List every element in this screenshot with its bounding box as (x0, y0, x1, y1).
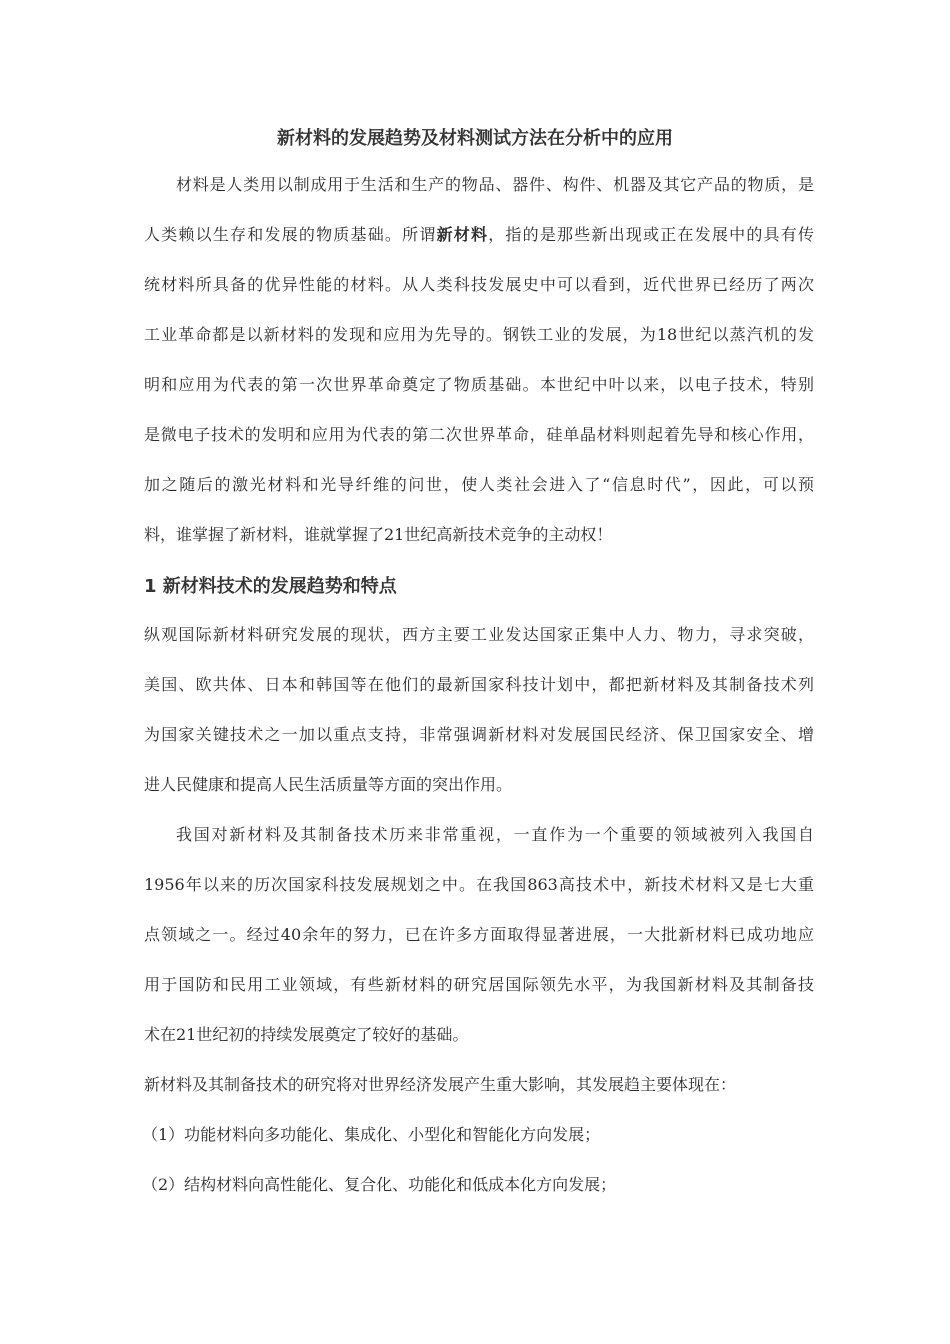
paragraph-line: 美国、欧共体、日本和韩国等在他们的最新国家科技计划中，都把新材料及其制备技术列 (144, 675, 814, 694)
paragraph-line: 新材料及其制备技术的研究将对世界经济发展产生重大影响，其发展趋主要体现在： (144, 1075, 737, 1094)
paragraph-line: 1956年以来的历次国家科技发展规划之中。在我国863高技术中，新技术材料又是七大重 (144, 875, 814, 894)
list-item: （2）结构材料向高性能化、复合化、功能化和低成本化方向发展； (142, 1175, 617, 1194)
list-item: （1）功能材料向多功能化、集成化、小型化和智能化方向发展； (142, 1125, 601, 1144)
text-span: 人类赖以生存和发展的物质基础。所谓 (144, 225, 437, 244)
paragraph-line: 工业革命都是以新材料的发现和应用为先导的。钢铁工业的发展，为18世纪以蒸汽机的发 (144, 325, 814, 344)
bold-term: 新材料 (436, 225, 489, 244)
paragraph-line: 为国家关键技术之一加以重点支持，非常强调新材料对发展国民经济、保卫国家安全、增 (144, 725, 814, 744)
paragraph-line: 进人民健康和提高人民生活质量等方面的突出作用。 (144, 775, 513, 794)
paragraph-line: 术在21世纪初的持续发展奠定了较好的基础。 (144, 1025, 469, 1044)
paragraph-line: 用于国防和民用工业领域，有些新材料的研究居国际领先水平，为我国新材料及其制备技 (144, 975, 814, 994)
text-span: ，指的是那些新出现或正在发展中的具有传 (488, 225, 814, 244)
paragraph-line: 我国对新材料及其制备技术历来非常重视，一直作为一个重要的领域被列入我国自 (176, 825, 814, 844)
paragraph-line: 明和应用为代表的第一次世界革命奠定了物质基础。本世纪中叶以来，以电子技术，特别 (144, 375, 814, 394)
paragraph-line: 料，谁掌握了新材料，谁就掌握了21世纪高新技术竞争的主动权！ (144, 525, 613, 544)
paragraph-line (144, 224, 814, 246)
paragraph-line: 是微电子技术的发明和应用为代表的第二次世界革命，硅单晶材料则起着先导和核心作用， (144, 425, 814, 444)
document-title: 新材料的发展趋势及材料测试方法在分析中的应用 (277, 128, 673, 149)
paragraph-line: 纵观国际新材料研究发展的现状，西方主要工业发达国家正集中人力、物力，寻求突破， (144, 625, 814, 644)
paragraph-line: 加之随后的激光材料和光导纤维的问世，使人类社会进入了“信息时代”，因此，可以预 (144, 475, 814, 494)
paragraph-line: 统材料所具备的优异性能的材料。从人类科技发展史中可以看到，近代世界已经历了两次 (144, 275, 814, 294)
section-heading: 1 新材料技术的发展趋势和特点 (144, 576, 397, 597)
paragraph-line: 材料是人类用以制成用于生活和生产的物品、器件、构件、机器及其它产品的物质，是 (176, 175, 814, 194)
paragraph-line: 点领域之一。经过40余年的努力，已在许多方面取得显著进展，一大批新材料已成功地应 (144, 925, 814, 944)
